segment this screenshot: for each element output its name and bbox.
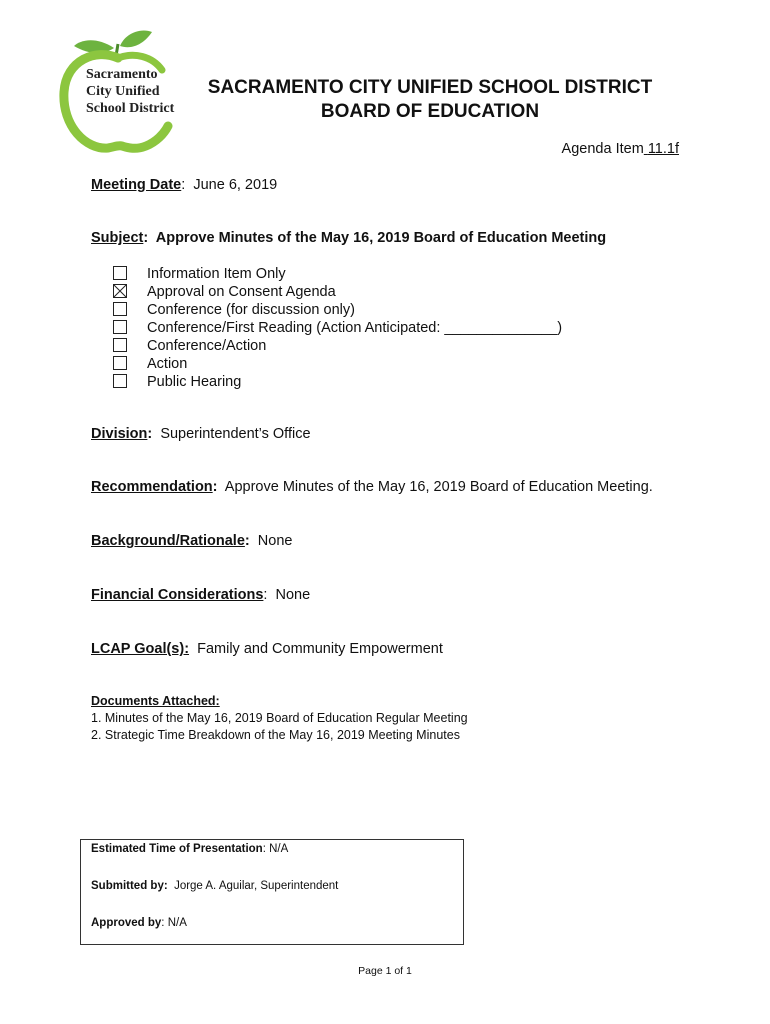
submitted-by-label: Submitted by:: [91, 880, 168, 892]
background-label: Background/Rationale: [91, 533, 245, 549]
logo-leaf-right: [120, 31, 152, 48]
page-number: Page 1 of 1: [358, 965, 412, 977]
subject-row: Subject: Approve Minutes of the May 16, 2019 Board of Education Meeting: [91, 230, 607, 246]
estimated-time-label: Estimated Time of Presentation: [91, 843, 263, 855]
approved-by-label: Approved by: [91, 917, 162, 929]
document-item: 1. Minutes of the May 16, 2019 Board of Education Regular Meeting: [91, 711, 468, 725]
recommendation-label: Recommendation: [91, 479, 213, 495]
documents-attached: [91, 693, 468, 744]
option-label: Information Item Only: [147, 266, 286, 282]
financial-value: None: [275, 587, 311, 603]
meeting-date-value: June 6, 2019: [193, 177, 278, 193]
logo-text-line1: Sacramento: [86, 67, 158, 82]
option-label: Conference (for discussion only): [147, 302, 355, 318]
meeting-date-label: Meeting Date: [91, 177, 182, 193]
checkbox-conference-action[interactable]: [113, 338, 127, 352]
background-row: Background/Rationale: None: [91, 533, 293, 549]
documents-heading: Documents Attached:: [91, 694, 220, 708]
subject-value: Approve Minutes of the May 16, 2019 Board of Education Meeting: [155, 230, 607, 246]
checkbox-conference[interactable]: [113, 302, 127, 316]
document-title-line1: SACRAMENTO CITY UNIFIED SCHOOL DISTRICT: [207, 77, 653, 98]
subject-label: Subject: [91, 230, 144, 246]
checkbox-action[interactable]: [113, 356, 127, 370]
recommendation-row: Recommendation: Approve Minutes of the May 16, 2019 Board of Education Meeting.: [91, 479, 653, 495]
approved-by-row: Approved by: N/A: [91, 917, 187, 929]
recommendation-value: Approve Minutes of the May 16, 2019 Board of Education Meeting.: [224, 479, 653, 495]
division-row: Division: Superintendent’s Office: [91, 426, 311, 442]
lcap-value: Family and Community Empowerment: [197, 641, 443, 657]
checkmark-x-icon: [114, 285, 126, 297]
financial-label: Financial Considerations: [91, 587, 264, 603]
lcap-label: LCAP Goal(s):: [91, 641, 190, 657]
option-label: Action: [147, 356, 188, 372]
submitted-by-value: Jorge A. Aguilar, Superintendent: [174, 880, 339, 892]
division-value: Superintendent’s Office: [160, 426, 311, 442]
option-label: Conference/First Reading (Action Anticipated: ______________): [147, 320, 563, 336]
checkbox-information-item[interactable]: [113, 266, 127, 280]
district-logo: [56, 26, 186, 156]
agenda-item-label: Agenda Item: [561, 141, 644, 157]
checkbox-first-reading[interactable]: [113, 320, 127, 334]
division-label: Division: [91, 426, 148, 442]
lcap-row: [91, 641, 443, 657]
checkbox-consent-agenda-checked[interactable]: [113, 284, 127, 298]
option-label: Public Hearing: [147, 374, 242, 390]
document-title-line2: BOARD OF EDUCATION: [320, 101, 540, 122]
checkbox-public-hearing[interactable]: [113, 374, 127, 388]
presentation-info-box: [80, 839, 464, 945]
estimated-time-row: Estimated Time of Presentation: N/A: [91, 843, 289, 855]
estimated-time-value: N/A: [269, 843, 289, 855]
option-label: Approval on Consent Agenda: [147, 284, 336, 300]
logo-text-line2: City Unified: [86, 84, 160, 99]
submitted-by-row: [91, 880, 338, 892]
logo-text-line3: School District: [86, 101, 175, 116]
financial-row: Financial Considerations: None: [91, 587, 311, 603]
meeting-date-row: Meeting Date: June 6, 2019: [91, 177, 278, 193]
approved-by-value: N/A: [167, 917, 187, 929]
background-value: None: [257, 533, 293, 549]
agenda-item-number: 11.1f: [647, 141, 679, 157]
document-item: 2. Strategic Time Breakdown of the May 16, 2019 Meeting Minutes: [91, 728, 460, 742]
agenda-item: [562, 141, 679, 157]
option-label: Conference/Action: [147, 338, 267, 354]
